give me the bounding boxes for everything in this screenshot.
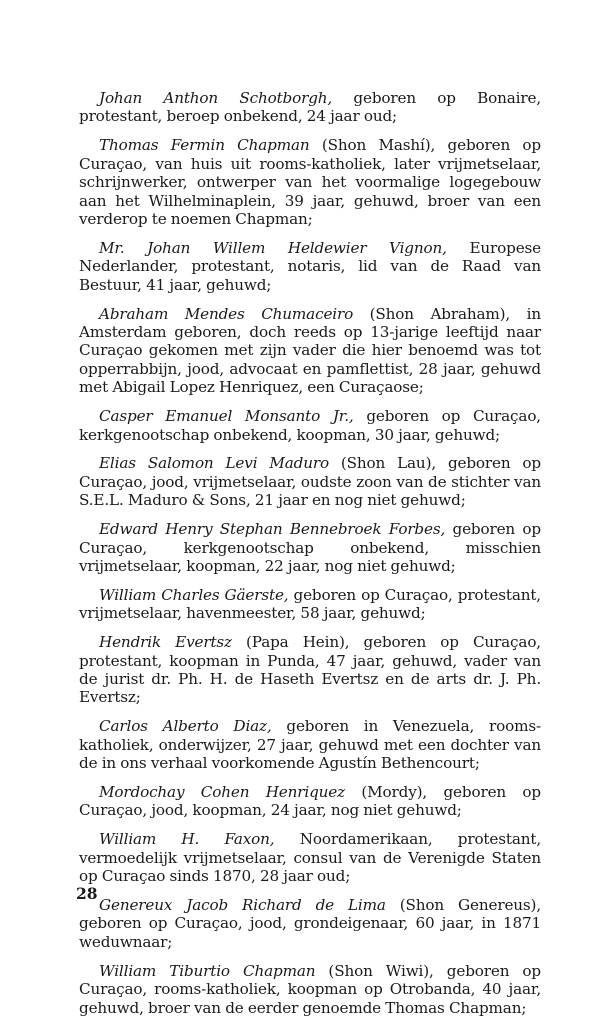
entry: [79, 89, 541, 126]
person-description: geboren op Curaçao, kerkgenootschap onbekend, misschien vrijmetselaar, koopman, 22 jaar, nog niet gehuwd;: [79, 520, 541, 575]
person-name: William Charles Gäerste,: [99, 585, 289, 604]
entry: [79, 305, 541, 397]
person-name: Hendrik Evertsz: [99, 633, 232, 652]
person-name: Genereux Jacob Richard de Lima: [99, 896, 386, 915]
entry: [79, 830, 541, 885]
person-description: geboren op Curaçao, protestant, vrijmetselaar, havenmeester, 58 jaar, gehuwd;: [79, 585, 541, 623]
person-name: Johan Anthon Schotborgh,: [99, 89, 333, 107]
person-name: Carlos Alberto Diaz,: [99, 717, 272, 736]
person-description: geboren op Bonaire, protestant, beroep onbekend, 24 jaar oud;: [79, 89, 542, 126]
person-name: Elias Salomon Levi Maduro: [99, 454, 329, 473]
entry: [79, 239, 541, 294]
entry: [79, 783, 541, 820]
person-name: William H. Faxon,: [99, 830, 275, 849]
entry: [79, 407, 541, 444]
person-description: (Shon Abraham), in Amsterdam geboren, doch reeds op 13-jarige leeftijd naar Curaçao gekomen met zijn vader die hier benoemd was tot opperrabbijn, jood, advocaat en pamflettist, 28 jaar, gehuwd met Abigail Lopez Henriquez, een Curaçaose;: [79, 304, 541, 397]
person-description: (Shon Genereus), geboren op Curaçao, jood, grondeigenaar, 60 jaar, in 1871 weduwnaar;: [79, 896, 542, 951]
person-description: (Shon Wiwi), geboren op Curaçao, rooms-katholiek, koopman op Otrobanda, 40 jaar, gehuwd, broer van de eerder genoemde Thomas Chapman;: [79, 961, 541, 1017]
person-description: (Papa Hein), geboren op Curaçao, protestant, koopman in Punda, 47 jaar, gehuwd, vader van de jurist dr. Ph. H. de Haseth Evertsz en de arts dr. J. Ph. Evertsz;: [79, 633, 541, 707]
person-description: (Mordy), geboren op Curaçao, jood, koopman, 24 jaar, nog niet gehuwd;: [79, 783, 541, 820]
person-description: geboren in Venezuela, rooms-katholiek, onderwijzer, 27 jaar, gehuwd met een dochter van de in ons verhaal voorkomende Agustín Bethencourt;: [79, 717, 541, 773]
person-description: geboren op Curaçao, kerkgenootschap onbekend, koopman, 30 jaar, gehuwd;: [79, 407, 541, 444]
person-name: William Tiburtio Chapman: [99, 961, 316, 980]
person-name: Casper Emanuel Monsanto Jr.,: [99, 407, 354, 426]
person-name: Edward Henry Stephan Bennebroek Forbes,: [99, 520, 446, 539]
person-description: Noordamerikaan, protestant, vermoedelijk vrijmetselaar, consul van de Verenigde Staten op Curaçao sinds 1870, 28 jaar oud;: [79, 830, 541, 886]
entry: [79, 586, 541, 623]
entry: [79, 136, 541, 228]
entry: [79, 454, 541, 509]
entry: [79, 962, 541, 1017]
entry: [79, 633, 541, 707]
entry: [79, 717, 541, 772]
person-description: (Shon Mashí), geboren op Curaçao, van huis uit rooms-katholiek, later vrijmetselaar, schrijnwerker, ontwerper van het voormalige logegebouw aan het Wilhelminaplein, 39 jaar, gehuwd, broer van een verderop te noemen Chapman;: [79, 136, 541, 228]
entry: [79, 896, 541, 951]
entry-list: [79, 89, 541, 1027]
person-description: Europese Nederlander, protestant, notaris, lid van de Raad van Bestuur, 41 jaar, gehuwd;: [79, 238, 542, 294]
person-name: Mr. Johan Willem Heldewier Vignon,: [99, 238, 447, 257]
person-name: Abraham Mendes Chumaceiro: [99, 304, 354, 323]
entry: [79, 520, 541, 575]
person-name: Thomas Fermin Chapman: [99, 136, 310, 155]
person-description: (Shon Lau), geboren op Curaçao, jood, vrijmetselaar, oudste zoon van de stichter van S.E.L. Maduro & Sons, 21 jaar en nog niet gehuwd;: [79, 454, 541, 510]
person-name: Mordochay Cohen Henriquez: [99, 783, 345, 801]
page-number: 28: [76, 884, 98, 903]
